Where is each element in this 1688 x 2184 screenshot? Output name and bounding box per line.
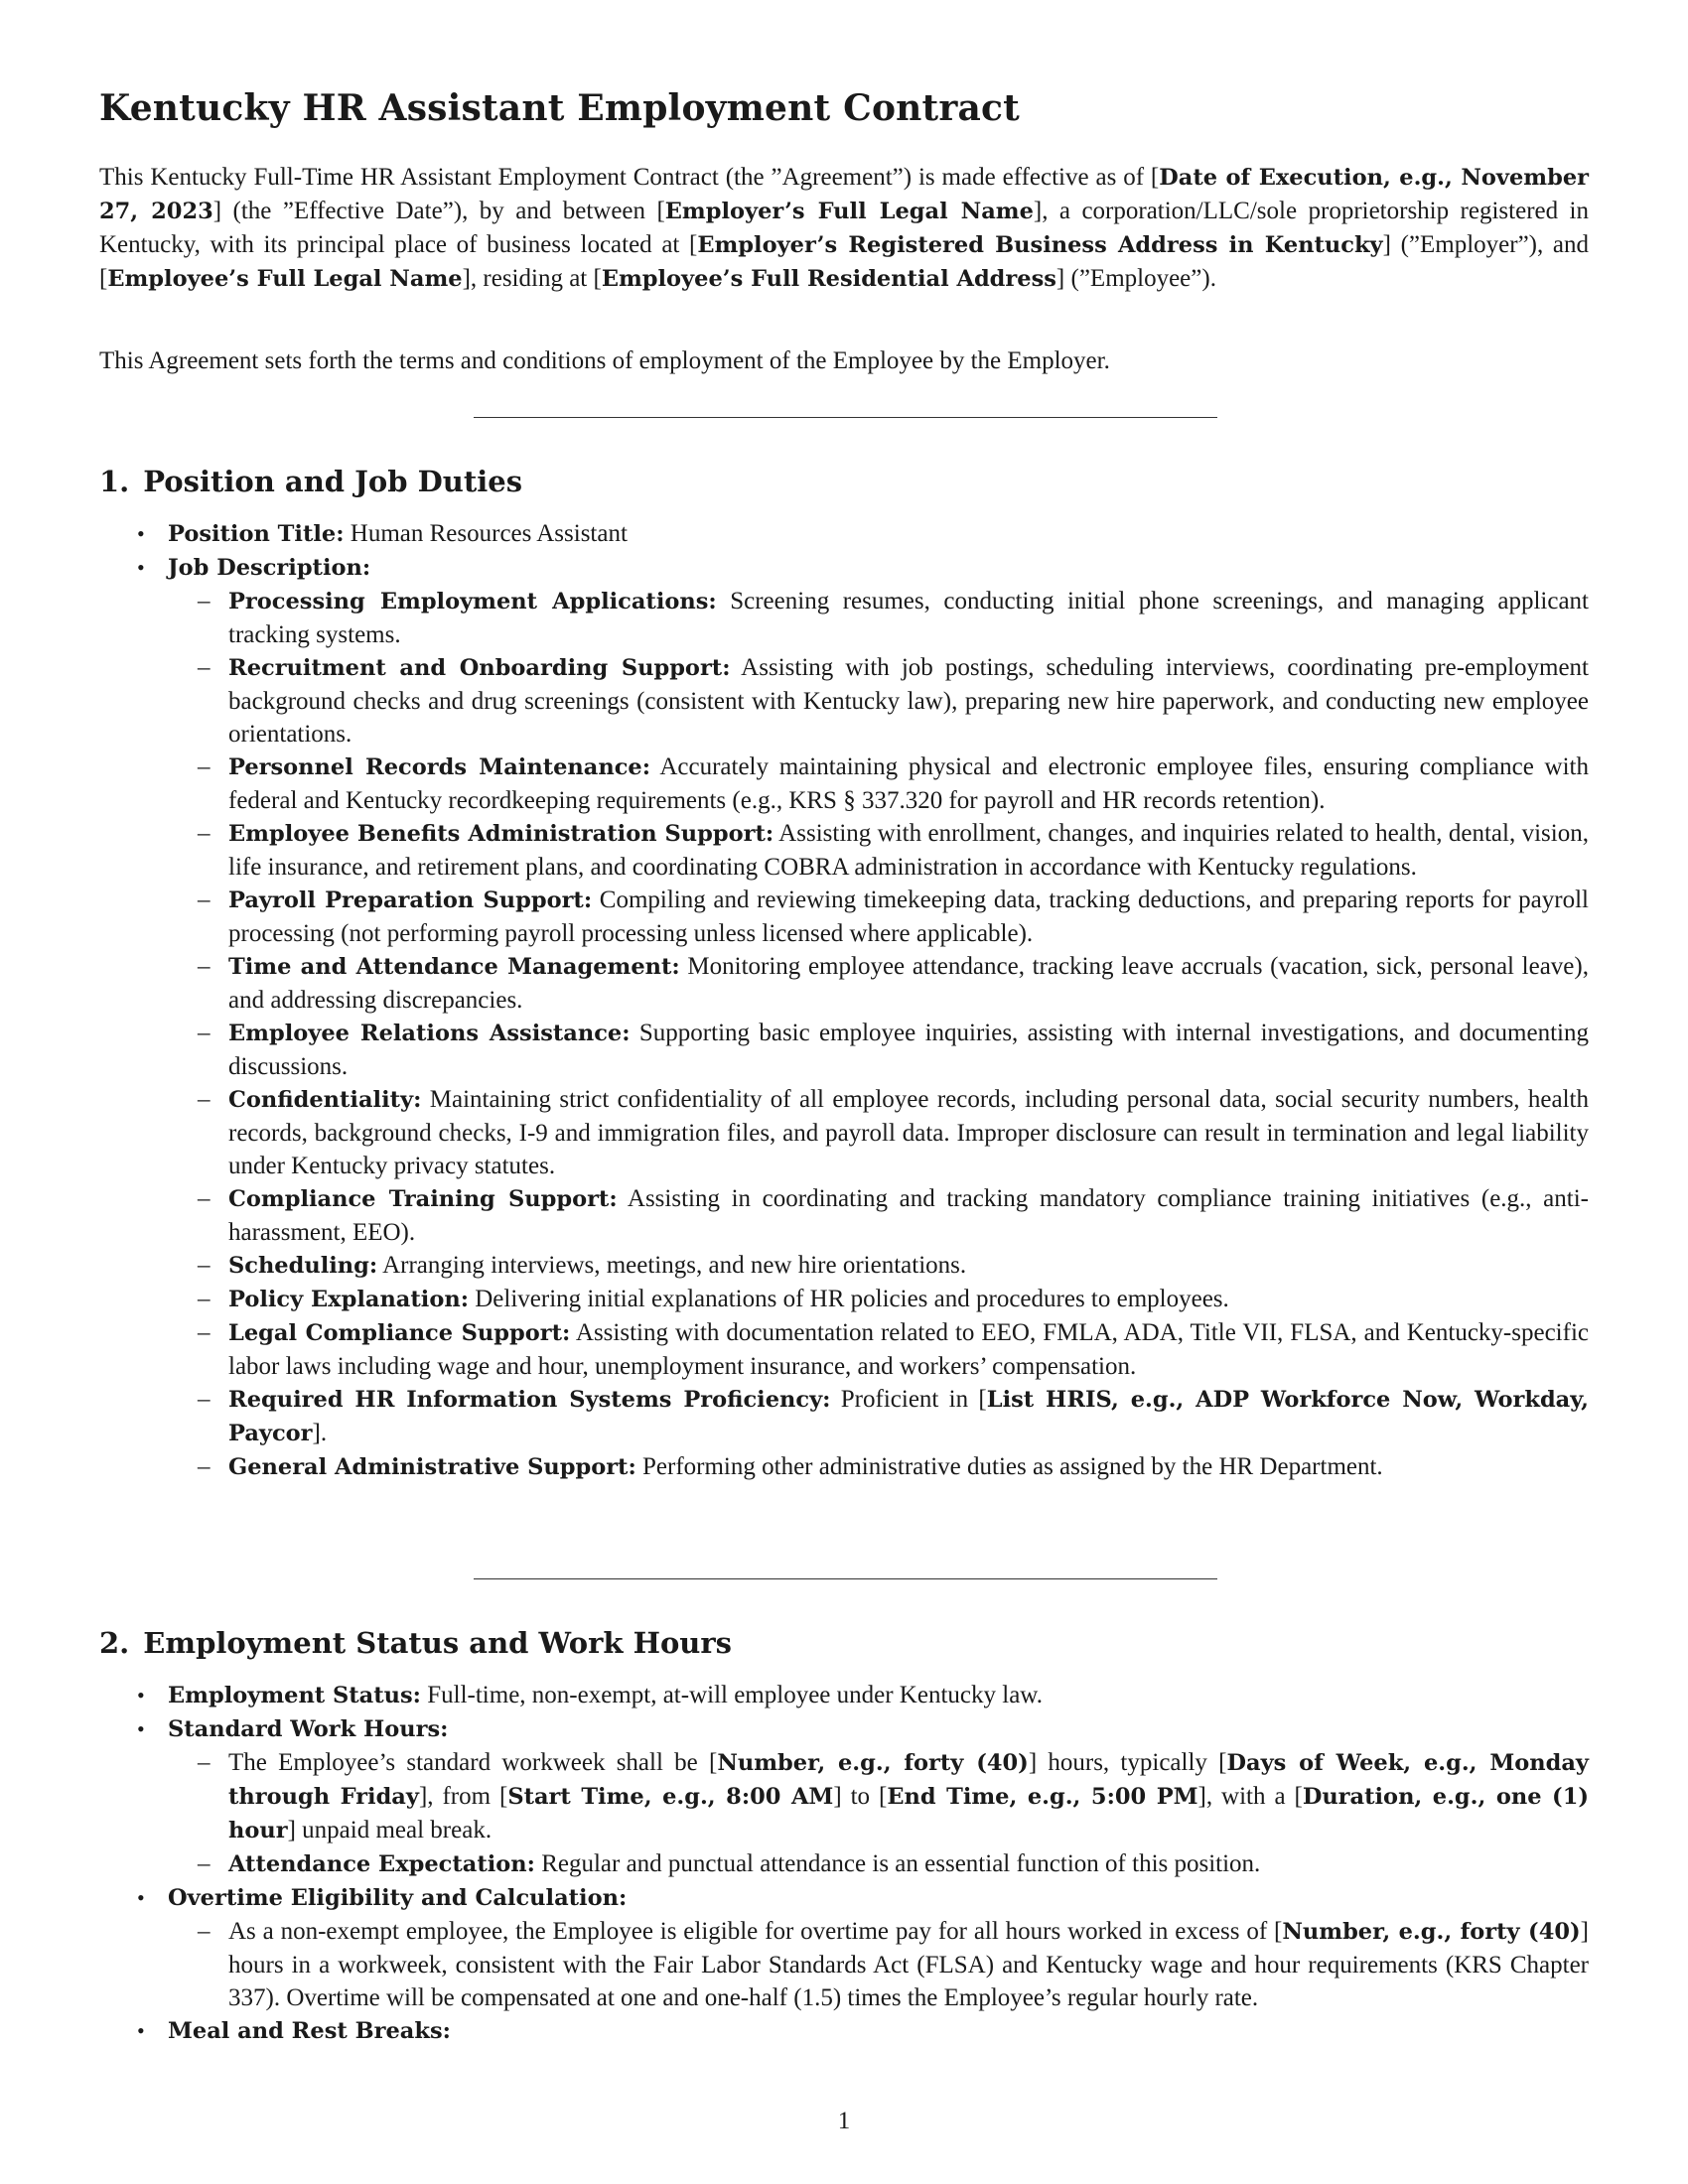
sub-bullet-item <box>99 1182 1589 1249</box>
sub-bullet-item <box>99 1283 1589 1316</box>
section-1-heading <box>99 465 522 498</box>
document-page <box>99 0 1589 2184</box>
sub-bullet-item <box>99 1847 1589 1881</box>
bold-text: Confidentiality: <box>228 1087 422 1113</box>
bold-text: Employee’s Full Residential Address <box>601 266 1056 292</box>
dash-marker-icon: – <box>198 820 211 847</box>
bold-text: Employment Status: <box>168 1683 421 1708</box>
bold-text: General Administrative Support: <box>228 1454 636 1480</box>
bullet-item <box>99 517 1589 551</box>
sub-bullet-item <box>99 1249 1589 1283</box>
bold-text: Recruitment and Onboarding Support: <box>228 655 731 681</box>
dash-marker-icon: – <box>198 953 211 980</box>
bold-text: Policy Explanation: <box>228 1287 469 1312</box>
text-run: The Employee’s standard workweek shall be [ <box>228 1749 718 1776</box>
bold-text: List HRIS, e.g., ADP Workforce Now, Workday, Paycor <box>228 1387 1590 1446</box>
dash-marker-icon: – <box>198 1918 211 1945</box>
bold-text: Standard Work Hours: <box>168 1716 449 1742</box>
bullet-item <box>99 1679 1589 1712</box>
bullet-item <box>99 1712 1589 1746</box>
document-title: Kentucky HR Assistant Employment Contract <box>99 87 1021 129</box>
text-run: ] hours in a workweek, consistent with the Fair Labor Standards Act (FLSA) and Kentucky wage and hour requirements (KRS Chapter 337). Overtime will be compensated at one and one-half (1.5) times the Employee’s regular hourly rate. <box>228 1918 1589 2011</box>
bold-text: Personnel Records Maintenance: <box>228 754 651 780</box>
text-run: ], from [ <box>418 1783 508 1810</box>
dash-marker-icon: – <box>198 1453 211 1480</box>
section-divider <box>474 417 1217 418</box>
dash-marker-icon: – <box>198 654 211 681</box>
text-run: Accurately maintaining physical and electronic employee files, ensuring compliance with federal and Kentucky recordkeeping requirements (e.g., KRS § 337.320 for payroll and HR records retention). <box>228 753 1589 814</box>
text-run: Performing other administrative duties as assigned by the HR Department. <box>635 1453 1383 1480</box>
bold-text: Start Time, e.g., 8:00 AM <box>507 1784 834 1810</box>
text-run: Assisting with enrollment, changes, and inquiries related to health, dental, vision, life insurance, and retirement plans, and coordinating COBRA administration in accordance with Kentucky regulations. <box>228 820 1589 881</box>
text-run: Maintaining strict confidentiality of all employee records, including personal data, social security numbers, health records, background checks, I-9 and immigration files, and payroll data. Improper disclosure can result in termination and legal liability under Kentucky privacy statutes. <box>228 1086 1589 1179</box>
bold-text: Number, e.g., forty (40) <box>1282 1919 1581 1945</box>
bold-text: Overtime Eligibility and Calculation: <box>168 1885 628 1911</box>
section-2-title: Employment Status and Work Hours <box>143 1626 732 1660</box>
bold-text: Compliance Training Support: <box>228 1186 618 1212</box>
section-2-list <box>99 1679 1589 2048</box>
text-run: ], with a [ <box>1197 1783 1303 1810</box>
bold-text: Payroll Preparation Support: <box>228 887 593 913</box>
sub-bullet-item <box>99 1915 1589 2014</box>
sub-bullet-item <box>99 1383 1589 1450</box>
text-run: Screening resumes, conducting initial phone screenings, and managing applicant tracking systems. <box>228 588 1589 648</box>
text-run: Supporting basic employee inquiries, assisting with internal investigations, and documenting discussions. <box>228 1020 1589 1080</box>
bold-text: End Time, e.g., 5:00 PM <box>887 1784 1198 1810</box>
text-run: Human Resources Assistant <box>344 520 628 547</box>
page-number: 1 <box>837 2108 851 2134</box>
section-divider <box>474 1578 1217 1579</box>
sub-bullet-item <box>99 651 1589 751</box>
text-run: ] unpaid meal break. <box>287 1817 492 1843</box>
dash-marker-icon: – <box>198 887 211 913</box>
bullet-item <box>99 1881 1589 1915</box>
dash-marker-icon: – <box>198 1749 211 1776</box>
bullet-item <box>99 2014 1589 2048</box>
bullet-marker-icon: • <box>137 1716 145 1741</box>
bold-text: Processing Employment Applications: <box>228 589 717 614</box>
section-2-number: 2. <box>99 1626 130 1660</box>
dash-marker-icon: – <box>198 753 211 780</box>
bold-text: Attendance Expectation: <box>228 1851 535 1877</box>
text-run: ] (the ”Effective Date”), by and between [ <box>212 198 665 224</box>
text-run: Arranging interviews, meetings, and new hire orientations. <box>377 1252 967 1279</box>
bold-text: Date of Execution, e.g., November 27, 2023 <box>99 165 1589 224</box>
dash-marker-icon: – <box>198 1850 211 1877</box>
bold-text: Scheduling: <box>228 1253 378 1279</box>
sub-bullet-item <box>99 1450 1589 1484</box>
text-run: Regular and punctual attendance is an essential function of this position. <box>534 1850 1261 1877</box>
bullet-marker-icon: • <box>137 1683 145 1707</box>
text-run: Assisting with job postings, scheduling interviews, coordinating pre-employment background checks and drug screenings (consistent with Kentucky law), preparing new hire paperwork, and conducting new employee orientations. <box>228 654 1590 748</box>
section-2-heading <box>99 1626 732 1660</box>
section-1-title: Position and Job Duties <box>143 465 523 498</box>
dash-marker-icon: – <box>198 588 211 614</box>
section-1-list <box>99 517 1589 1484</box>
bold-text: Employee Benefits Administration Support: <box>228 821 774 847</box>
bold-text: Legal Compliance Support: <box>228 1320 571 1346</box>
sub-bullet-item <box>99 1316 1589 1383</box>
text-run: Full-time, non-exempt, at-will employee under Kentucky law. <box>420 1682 1043 1708</box>
sub-bullet-item <box>99 751 1589 817</box>
text-run: Compiling and reviewing timekeeping data, tracking deductions, and preparing reports for payroll processing (not performing payroll processing unless licensed where applicable). <box>228 887 1589 947</box>
bold-text: Meal and Rest Breaks: <box>168 2018 451 2044</box>
text-run: ]. <box>312 1420 328 1446</box>
bold-text: Employer’s Full Legal Name <box>664 199 1034 224</box>
dash-marker-icon: – <box>198 1020 211 1046</box>
bullet-marker-icon: • <box>137 1885 145 1910</box>
section-1-number: 1. <box>99 465 130 498</box>
sub-bullet-item <box>99 1083 1589 1182</box>
dash-marker-icon: – <box>198 1386 211 1413</box>
intro-paragraph-2: This Agreement sets forth the terms and conditions of employment of the Employee by the Employer. <box>99 347 1110 374</box>
bullet-marker-icon: • <box>137 521 145 546</box>
sub-bullet-item <box>99 1746 1589 1847</box>
text-run: Assisting with documentation related to EEO, FMLA, ADA, Title VII, FLSA, and Kentucky-specific labor laws including wage and hour, unemployment insurance, and workers’ compensation. <box>228 1319 1589 1380</box>
bold-text: Job Description: <box>168 555 371 581</box>
sub-bullet-item <box>99 585 1589 651</box>
bold-text: Days of Week, e.g., Monday through Friday <box>228 1750 1590 1810</box>
dash-marker-icon: – <box>198 1252 211 1279</box>
bold-text: Time and Attendance Management: <box>228 954 680 980</box>
text-run: ] hours, typically [ <box>1028 1749 1227 1776</box>
dash-marker-icon: – <box>198 1086 211 1113</box>
sub-bullet-item <box>99 950 1589 1017</box>
dash-marker-icon: – <box>198 1319 211 1346</box>
dash-marker-icon: – <box>198 1286 211 1312</box>
bullet-item <box>99 551 1589 585</box>
dash-marker-icon: – <box>198 1185 211 1212</box>
text-run: ], residing at [ <box>462 265 602 292</box>
bold-text: Required HR Information Systems Proficiency: <box>228 1387 831 1413</box>
text-run: As a non-exempt employee, the Employee is eligible for overtime pay for all hours worked in excess of [ <box>228 1918 1283 1945</box>
bold-text: Employee Relations Assistance: <box>228 1021 631 1046</box>
sub-bullet-item <box>99 1017 1589 1083</box>
text-run: Assisting in coordinating and tracking mandatory compliance training initiatives (e.g., anti-harassment, EEO). <box>228 1185 1589 1246</box>
text-run: ] to [ <box>833 1783 888 1810</box>
text-run: ] (”Employer”), and [ <box>99 231 1589 292</box>
bold-text: Employee’s Full Legal Name <box>107 266 463 292</box>
bold-text: Duration, e.g., one (1) hour <box>228 1784 1589 1843</box>
text-run: Proficient in [ <box>830 1386 987 1413</box>
bullet-marker-icon: • <box>137 555 145 580</box>
intro-paragraph <box>99 161 1589 296</box>
sub-bullet-item <box>99 817 1589 884</box>
bullet-marker-icon: • <box>137 2018 145 2043</box>
text-run: Monitoring employee attendance, tracking leave accruals (vacation, sick, personal leave), and addressing discrepancies. <box>228 953 1589 1014</box>
text-run: This Kentucky Full-Time HR Assistant Employment Contract (the ”Agreement”) is made effective as of [ <box>99 164 1160 191</box>
bold-text: Number, e.g., forty (40) <box>717 1750 1029 1776</box>
text-run: ], a corporation/LLC/sole proprietorship registered in Kentucky, with its principal place of business located at [ <box>99 198 1589 258</box>
text-run: ] (”Employee”). <box>1055 265 1216 292</box>
sub-bullet-item <box>99 884 1589 950</box>
bold-text: Position Title: <box>168 521 345 547</box>
text-run: Delivering initial explanations of HR policies and procedures to employees. <box>469 1286 1229 1312</box>
bold-text: Employer’s Registered Business Address in Kentucky <box>697 232 1383 258</box>
